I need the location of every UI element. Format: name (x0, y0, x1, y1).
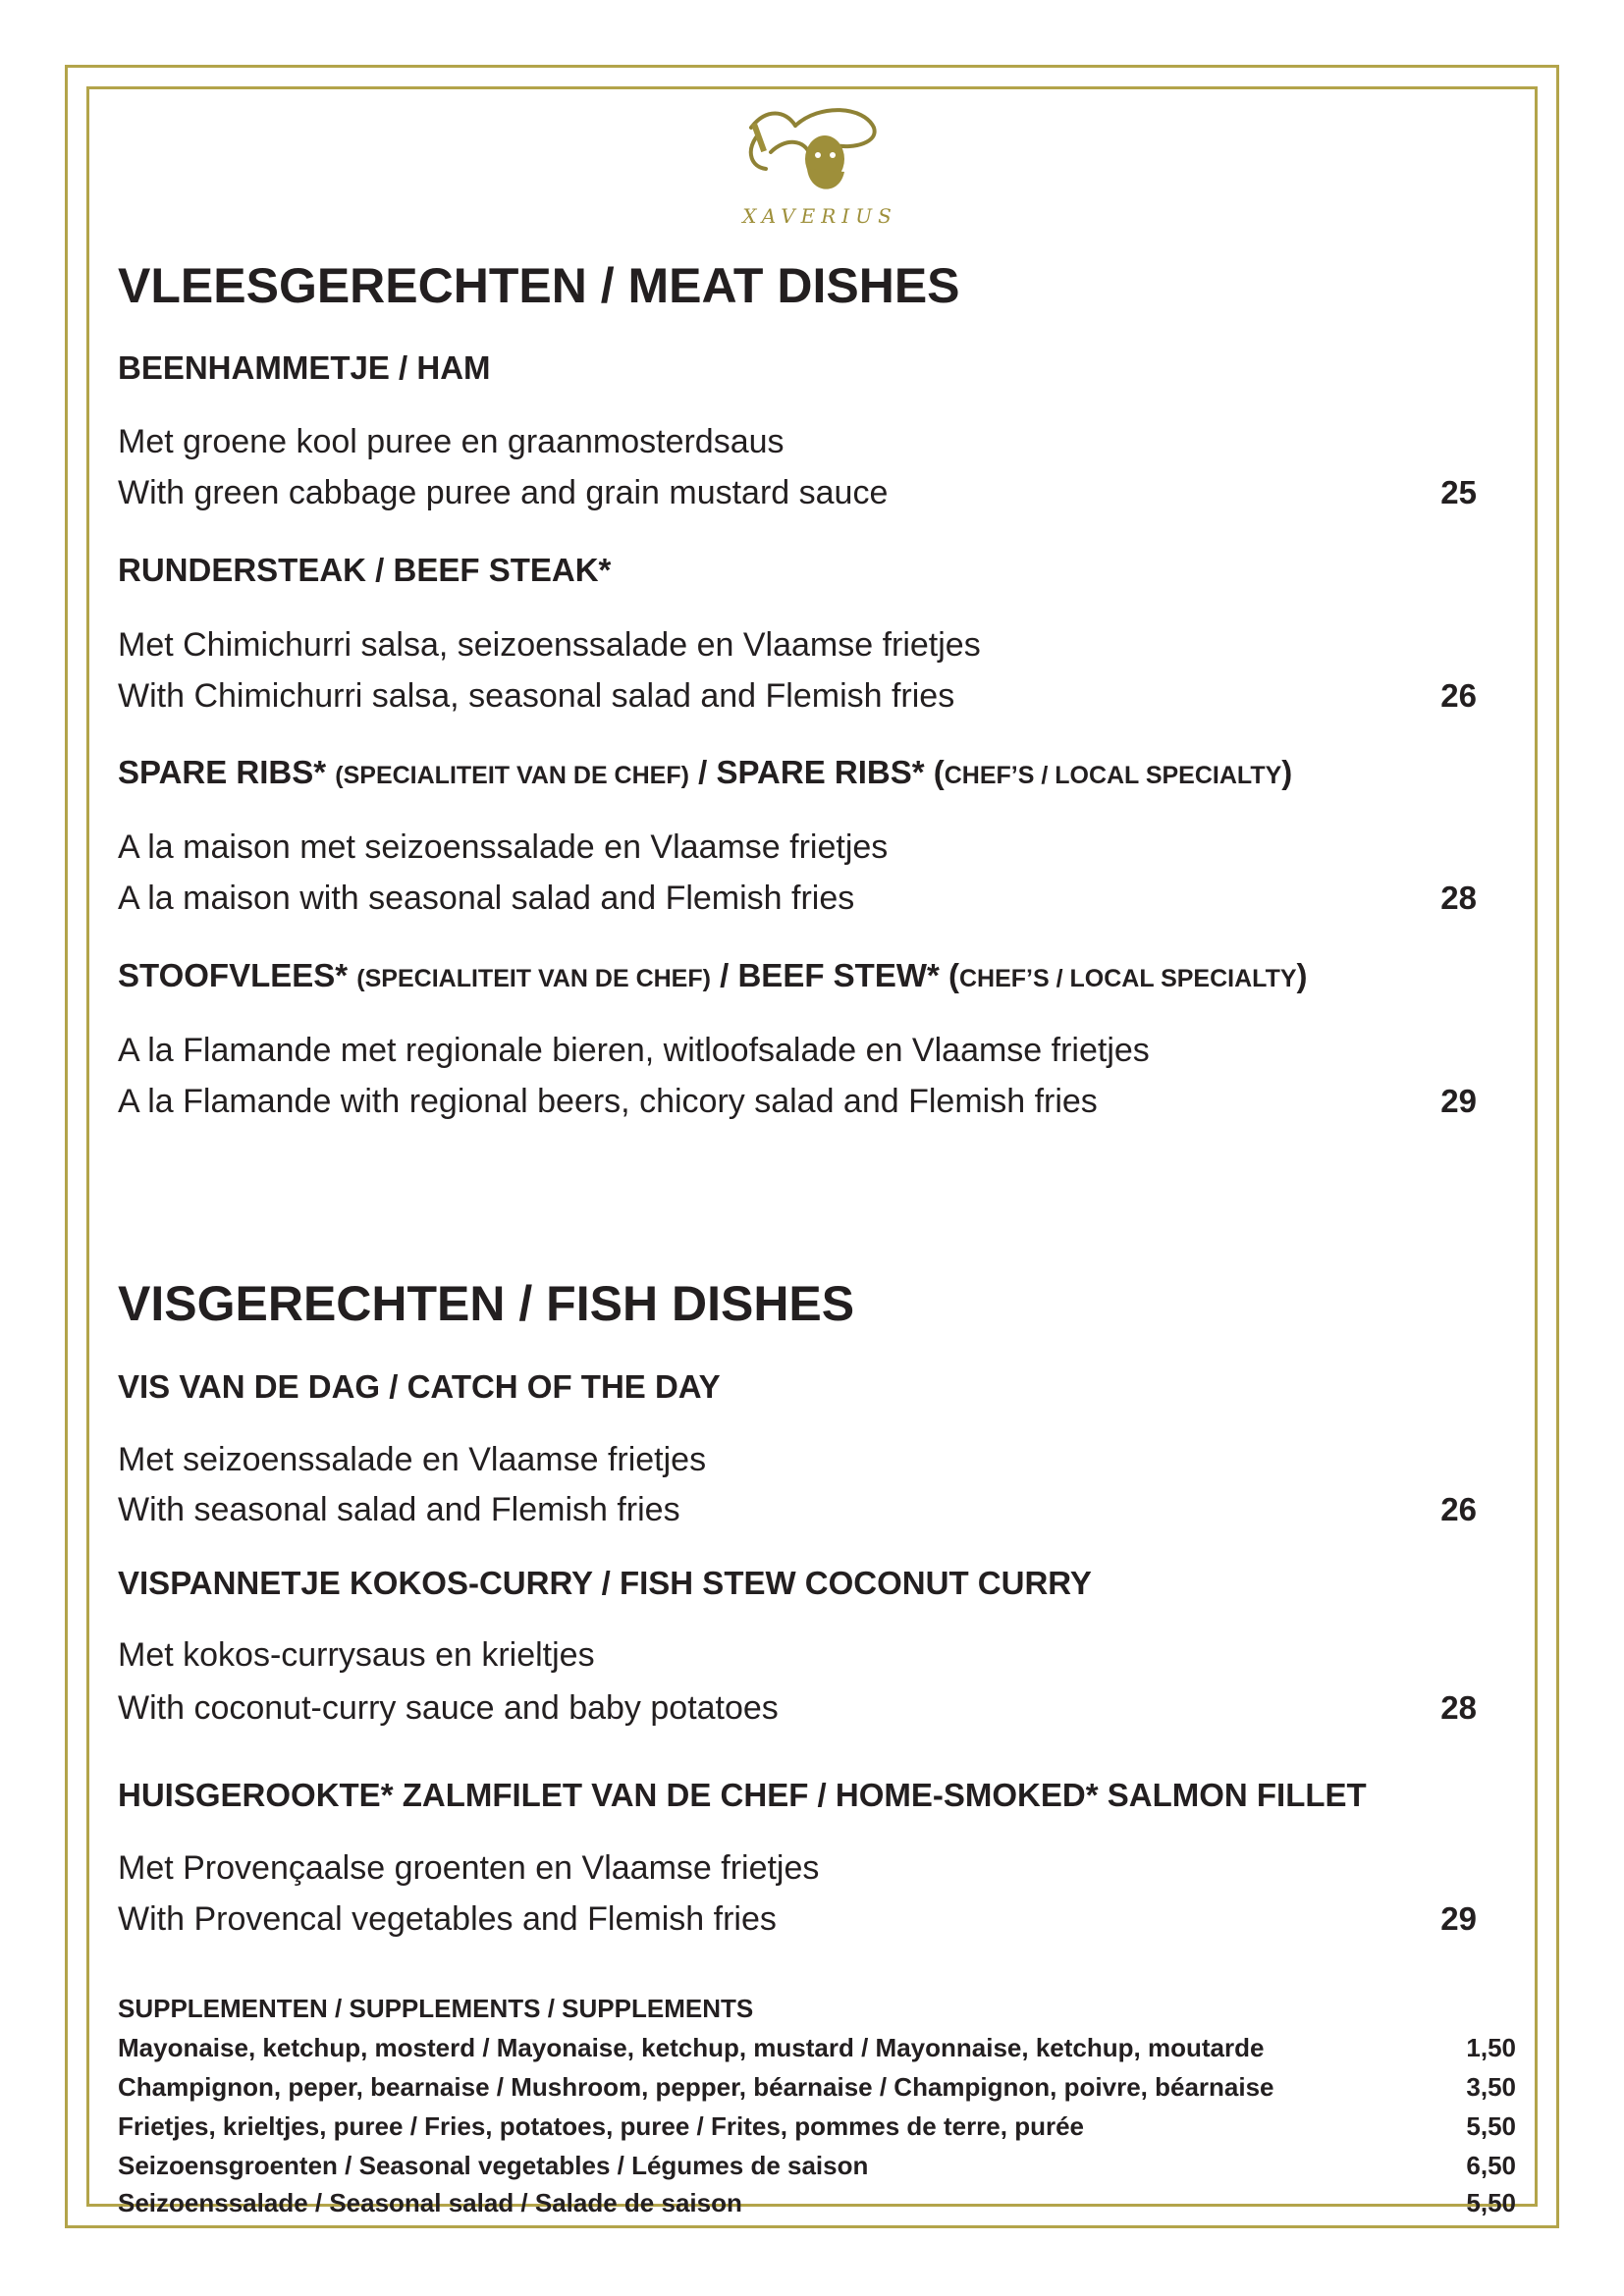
dish-title-beef-stew-note-en: CHEF’S / LOCAL SPECIALTY (958, 965, 1297, 992)
dish-title-ham: BEENHAMMETJE / HAM (118, 349, 491, 386)
dish-title-spare-ribs-close: ) (1281, 754, 1293, 790)
dish-price-ham: 25 (1440, 474, 1477, 510)
dish-title-beef-stew-nl: STOOFVLEES* (118, 957, 349, 993)
dish-desc-en-beef-stew: A la Flamande with regional beers, chicory salad and Flemish fries (118, 1083, 1098, 1120)
dish-desc-nl-fish-stew: Met kokos-currysaus en krieltjes (118, 1636, 595, 1674)
page-border-inner (86, 86, 1538, 2207)
dish-title-catch-of-the-day: VIS VAN DE DAG / CATCH OF THE DAY (118, 1368, 721, 1405)
dish-price-beef-steak: 26 (1440, 677, 1477, 714)
dish-desc-en-fish-stew: With coconut-curry sauce and baby potatoes (118, 1689, 779, 1727)
supplement-row (118, 2111, 1516, 2151)
dish-desc-en-spare-ribs: A la maison with seasonal salad and Flemish fries (118, 880, 855, 917)
dish-title-spare-ribs-nl: SPARE RIBS* (118, 754, 327, 790)
supplements-title: SUPPLEMENTEN / SUPPLEMENTS / SUPPLEMENTS (118, 1994, 754, 2023)
dish-price-beef-stew: 29 (1440, 1083, 1477, 1119)
supplement-row (118, 2151, 1516, 2190)
dish-title-fish-stew: VISPANNETJE KOKOS-CURRY / FISH STEW COCONUT CURRY (118, 1565, 1092, 1601)
supplement-price: 1,50 (1466, 2033, 1516, 2062)
dish-desc-en-catch-of-the-day: With seasonal salad and Flemish fries (118, 1491, 680, 1528)
dish-desc-en-ham: With green cabbage puree and grain mustard sauce (118, 474, 889, 511)
supplement-price: 3,50 (1466, 2072, 1516, 2102)
dish-title-spare-ribs-note-en: CHEF’S / LOCAL SPECIALTY (944, 762, 1282, 789)
dish-desc-nl-catch-of-the-day: Met seizoenssalade en Vlaamse frietjes (118, 1441, 707, 1478)
meat-section-title: VLEESGERECHTEN / MEAT DISHES (118, 258, 960, 313)
dish-title-beef-stew-close: ) (1296, 957, 1308, 993)
restaurant-logo (727, 98, 913, 231)
logo-wordmark: XAVERIUS (742, 204, 897, 228)
supplement-price: 5,50 (1466, 2188, 1516, 2217)
dish-title-spare-ribs-note-nl: (SPECIALITEIT VAN DE CHEF) (335, 762, 689, 789)
dish-price-fish-stew: 28 (1440, 1689, 1477, 1726)
dish-desc-nl-beef-stew: A la Flamande met regionale bieren, witloofsalade en Vlaamse frietjes (118, 1032, 1150, 1069)
supplement-row (118, 2033, 1516, 2072)
dish-price-salmon-fillet: 29 (1440, 1900, 1477, 1937)
dish-price-catch-of-the-day: 26 (1440, 1491, 1477, 1527)
dish-desc-nl-ham: Met groene kool puree en graanmosterdsaus (118, 423, 785, 460)
dish-title-beef-stew-en: / BEEF STEW* ( (720, 957, 959, 993)
chef-portrait-icon (727, 98, 913, 206)
dish-desc-en-beef-steak: With Chimichurri salsa, seasonal salad and Flemish fries (118, 677, 955, 715)
dish-title-beef-stew-note-nl: (SPECIALITEIT VAN DE CHEF) (356, 965, 711, 992)
supplement-name: Seizoensgroenten / Seasonal vegetables / Légumes de saison (118, 2151, 869, 2180)
dish-title-beef-steak: RUNDERSTEAK / BEEF STEAK* (118, 552, 612, 588)
supplement-name: Champignon, peper, bearnaise / Mushroom, pepper, béarnaise / Champignon, poivre, béarnaise (118, 2072, 1274, 2102)
supplement-name: Seizoenssalade / Seasonal salad / Salade de saison (118, 2188, 742, 2217)
fish-section-title: VISGERECHTEN / FISH DISHES (118, 1276, 855, 1331)
supplement-price: 5,50 (1466, 2111, 1516, 2141)
supplement-price: 6,50 (1466, 2151, 1516, 2180)
dish-desc-nl-beef-steak: Met Chimichurri salsa, seizoenssalade en Vlaamse frietjes (118, 626, 981, 664)
supplement-name: Mayonaise, ketchup, mosterd / Mayonaise, ketchup, mustard / Mayonnaise, ketchup, moutarde (118, 2033, 1265, 2062)
supplement-row (118, 2072, 1516, 2111)
dish-title-salmon-fillet: HUISGEROOKTE* ZALMFILET VAN DE CHEF / HOME-SMOKED* SALMON FILLET (118, 1777, 1367, 1813)
dish-desc-nl-spare-ribs: A la maison met seizoenssalade en Vlaamse frietjes (118, 828, 889, 866)
supplement-row (118, 2188, 1516, 2227)
dish-desc-en-salmon-fillet: With Provencal vegetables and Flemish fries (118, 1900, 777, 1938)
dish-price-spare-ribs: 28 (1440, 880, 1477, 916)
supplement-name: Frietjes, krieltjes, puree / Fries, potatoes, puree / Frites, pommes de terre, purée (118, 2111, 1085, 2141)
dish-desc-nl-salmon-fillet: Met Provençaalse groenten en Vlaamse frietjes (118, 1849, 820, 1887)
dish-title-beef-stew (118, 957, 1308, 994)
dish-title-spare-ribs-en: / SPARE RIBS* ( (698, 754, 945, 790)
dish-title-spare-ribs (118, 754, 1292, 791)
